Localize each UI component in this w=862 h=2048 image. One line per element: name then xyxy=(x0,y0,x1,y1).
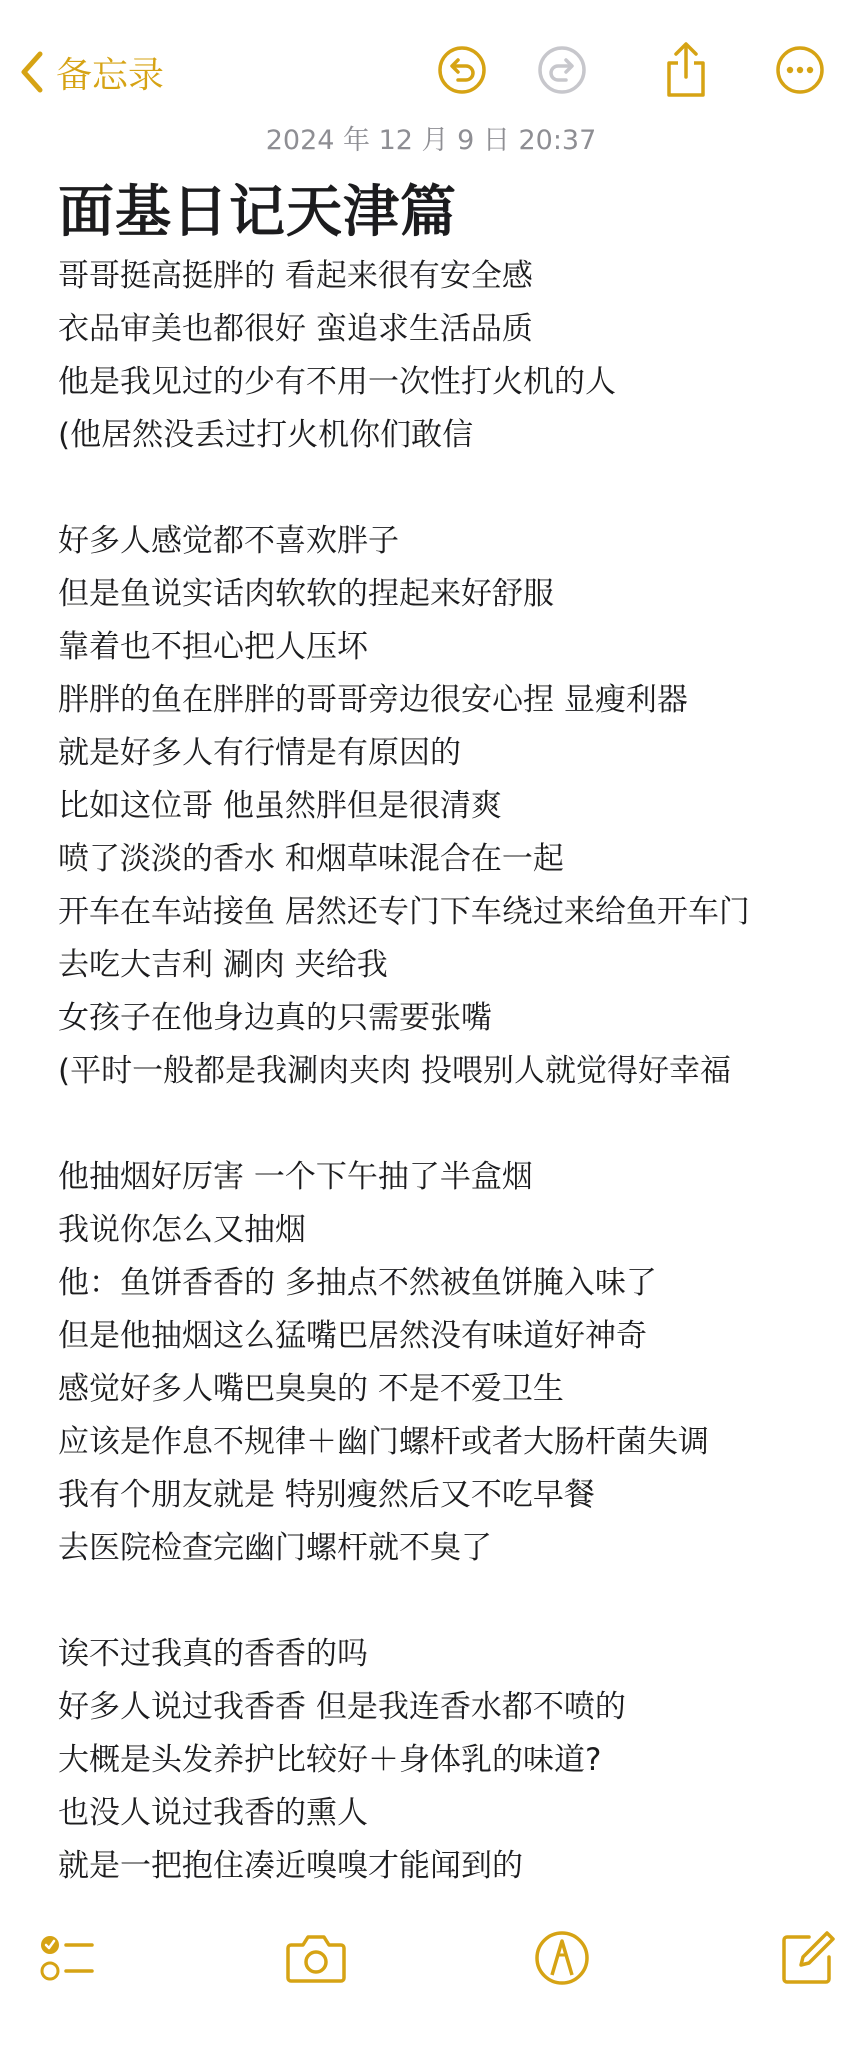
back-button[interactable] xyxy=(18,44,164,100)
note-line: 去吃大吉利 涮肉 夹给我 xyxy=(58,947,388,983)
note-line: 好多人感觉都不喜欢胖子 xyxy=(58,523,399,559)
blank-line xyxy=(58,1098,838,1151)
note-line: 但是他抽烟这么猛嘴巴居然没有味道好神奇 xyxy=(58,1318,647,1354)
camera-icon xyxy=(285,1931,347,1989)
note-line: 胖胖的鱼在胖胖的哥哥旁边很安心捏 显瘦利器 xyxy=(58,682,688,718)
note-line: 哥哥挺高挺胖的 看起来很有安全感 xyxy=(58,258,533,294)
more-button[interactable] xyxy=(770,42,830,102)
note-body[interactable] xyxy=(58,250,838,1893)
note-line: 衣品审美也都很好 蛮追求生活品质 xyxy=(58,311,533,347)
more-icon xyxy=(774,44,826,100)
chevron-left-icon xyxy=(18,44,46,100)
note-line: (平时一般都是我涮肉夹肉 投喂别人就觉得好幸福 xyxy=(58,1053,731,1089)
back-label: 备忘录 xyxy=(56,54,165,96)
note-line: 他抽烟好厉害 一个下午抽了半盒烟 xyxy=(58,1159,533,1195)
markup-pen-icon xyxy=(533,1929,591,1991)
note-line: 开车在车站接鱼 居然还专门下车绕过来给鱼开车门 xyxy=(58,894,750,930)
compose-button[interactable] xyxy=(776,1928,840,1992)
note-line: 也没人说过我香的熏人 xyxy=(58,1795,368,1831)
note-line: 大概是头发养护比较好＋身体乳的味道? xyxy=(58,1742,602,1778)
note-line: 他：鱼饼香香的 多抽点不然被鱼饼腌入味了 xyxy=(58,1265,657,1301)
note-line: 靠着也不担心把人压坏 xyxy=(58,629,368,665)
note-line: 就是好多人有行情是有原因的 xyxy=(58,735,461,771)
note-line: 我说你怎么又抽烟 xyxy=(58,1212,306,1248)
note-line: 比如这位哥 他虽然胖但是很清爽 xyxy=(58,788,502,824)
note-line: (他居然没丢过打火机你们敢信 xyxy=(58,417,474,453)
note-line: 去医院检查完幽门螺杆就不臭了 xyxy=(58,1530,492,1566)
checklist-button[interactable] xyxy=(36,1928,100,1992)
camera-button[interactable] xyxy=(284,1928,348,1992)
note-line: 好多人说过我香香 但是我连香水都不喷的 xyxy=(58,1689,626,1725)
redo-icon xyxy=(536,44,588,100)
note-line: 喷了淡淡的香水 和烟草味混合在一起 xyxy=(58,841,564,877)
note-timestamp: 2024 年 12 月 9 日 20:37 xyxy=(265,125,597,156)
redo-button[interactable] xyxy=(532,42,592,102)
note-line: 我有个朋友就是 特别瘦然后又不吃早餐 xyxy=(58,1477,595,1513)
share-icon xyxy=(660,41,712,103)
note-line: 诶不过我真的香香的吗 xyxy=(58,1636,368,1672)
note-line: 但是鱼说实话肉软软的捏起来好舒服 xyxy=(58,576,554,612)
checklist-icon xyxy=(38,1928,98,1992)
markup-button[interactable] xyxy=(530,1928,594,1992)
note-line: 应该是作息不规律＋幽门螺杆或者大肠杆菌失调 xyxy=(58,1424,709,1460)
compose-icon xyxy=(779,1929,837,1991)
blank-line xyxy=(58,1575,838,1628)
bottom-toolbar xyxy=(0,1898,862,2048)
note-title[interactable]: 面基日记天津篇 xyxy=(58,180,457,245)
note-line: 就是一把抱住凑近嗅嗅才能闻到的 xyxy=(58,1848,523,1884)
note-line: 女孩子在他身边真的只需要张嘴 xyxy=(58,1000,492,1036)
undo-button[interactable] xyxy=(432,42,492,102)
share-button[interactable] xyxy=(656,42,716,102)
blank-line xyxy=(58,462,838,515)
note-line: 感觉好多人嘴巴臭臭的 不是不爱卫生 xyxy=(58,1371,564,1407)
note-line: 他是我见过的少有不用一次性打火机的人 xyxy=(58,364,616,400)
undo-icon xyxy=(436,44,488,100)
